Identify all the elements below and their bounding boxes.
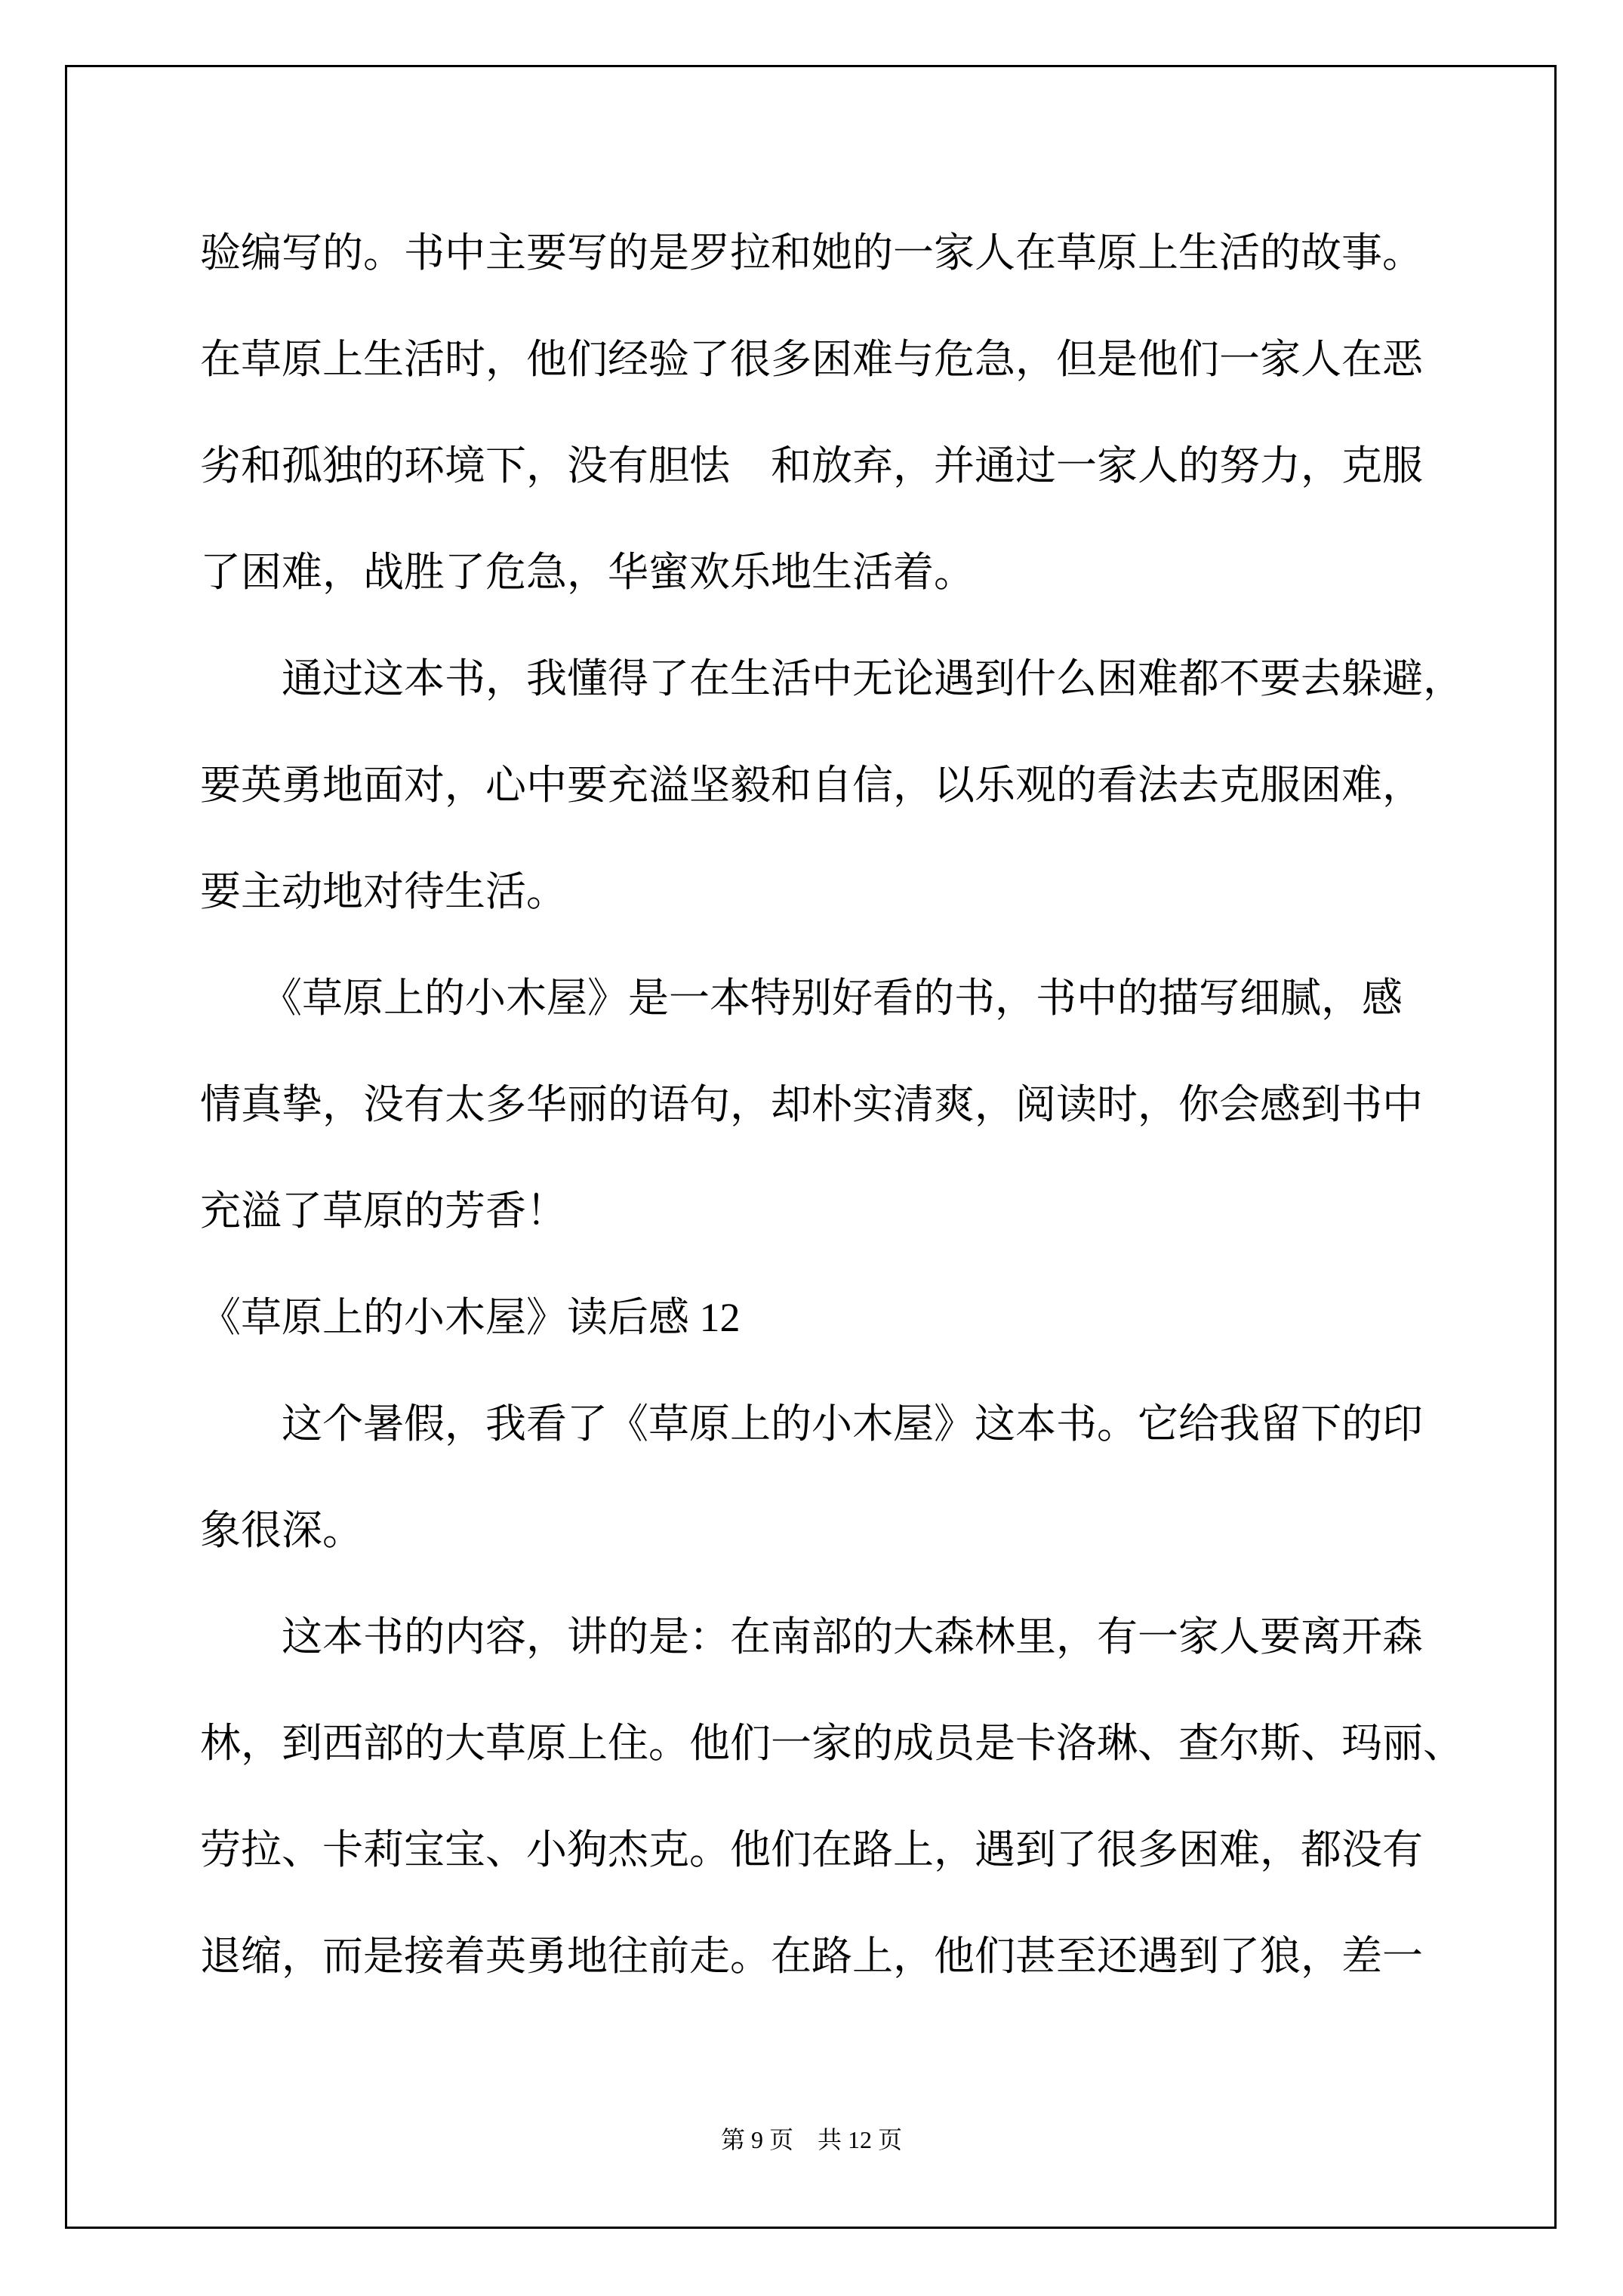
text-line: 这个暑假，我看了《草原上的小木屋》这本书。它给我留下的印 <box>200 1401 1423 1447</box>
document-text-block <box>200 200 1464 2010</box>
text-line: 了困难，战胜了危急，华蜜欢乐地生活着。 <box>200 550 975 595</box>
text-line: 通过这本书，我懂得了在生活中无论遇到什么困难都不要去躲避， <box>200 656 1464 701</box>
page-footer <box>0 2124 1623 2156</box>
text-line: 《草原上的小木屋》是一本特别好看的书，书中的描写细腻，感 <box>200 975 1403 1021</box>
text-line: 劣和孤独的环境下，没有胆怯 和放弃，并通过一家人的努力，克服 <box>200 443 1423 488</box>
text-line: 在草原上生活时，他们经验了很多困难与危急，但是他们一家人在恶 <box>200 337 1423 382</box>
text-line: 情真挚，没有太多华丽的语句，却朴实清爽，阅读时，你会感到书中 <box>200 1082 1423 1127</box>
text-line: 验编写的。书中主要写的是罗拉和她的一家人在草原上生活的故事。 <box>200 230 1423 276</box>
text-line: 充溢了草原的芳香！ <box>200 1188 567 1234</box>
page-number-text: 第 9 页 共 12 页 <box>720 2126 902 2153</box>
text-line: 象很深。 <box>200 1508 363 1553</box>
text-line: 退缩，而是接着英勇地往前走。在路上，他们甚至还遇到了狼，差一 <box>200 1934 1423 1979</box>
text-line: 这本书的内容，讲的是：在南部的大森林里，有一家人要离开森 <box>200 1614 1423 1660</box>
text-line: 要英勇地面对，心中要充溢坚毅和自信，以乐观的看法去克服困难， <box>200 763 1423 808</box>
text-line: 要主动地对待生活。 <box>200 869 567 914</box>
section-heading: 《草原上的小木屋》读后感 12 <box>200 1295 741 1340</box>
text-line: 林，到西部的大草原上住。他们一家的成员是卡洛琳、查尔斯、玛丽、 <box>200 1721 1464 1766</box>
text-line: 劳拉、卡莉宝宝、小狗杰克。他们在路上，遇到了很多困难，都没有 <box>200 1827 1423 1872</box>
